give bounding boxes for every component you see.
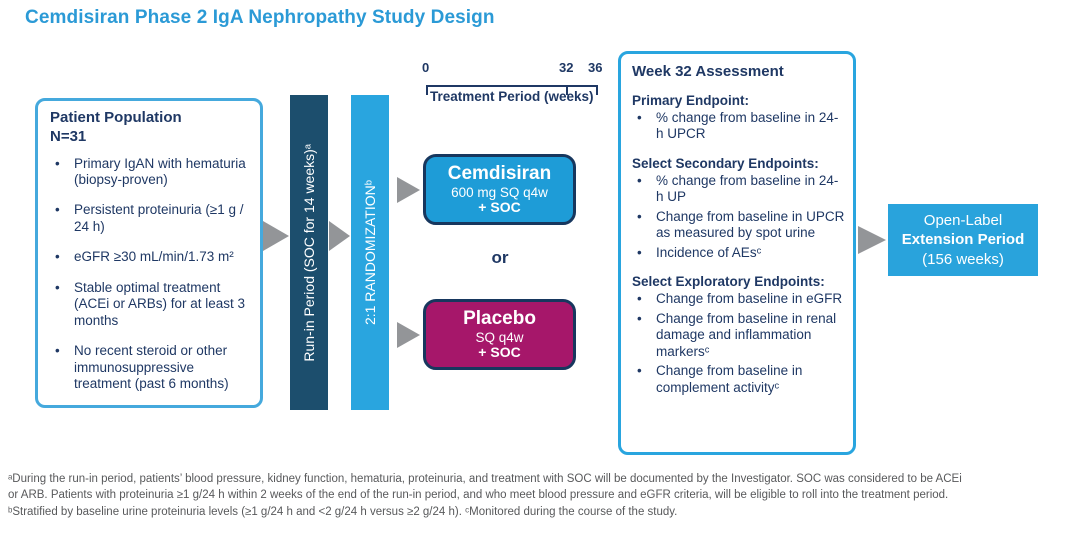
open-label-extension-box	[888, 204, 1038, 276]
placebo-arm-name: Placebo	[463, 308, 536, 330]
endpoint-item: • % change from baseline in 24-h UP	[632, 173, 845, 206]
endpoint-item: • Change from baseline in UPCR as measured by spot urine	[632, 209, 845, 242]
patient-criteria-list	[50, 156, 252, 393]
timeline-tick	[426, 85, 428, 95]
page-title: Cemdisiran Phase 2 IgA Nephropathy Study Design	[25, 7, 495, 28]
endpoint-item: • Incidence of AEsᶜ	[632, 245, 845, 261]
cemdisiran-arm-dose: 600 mg SQ q4w	[451, 184, 548, 200]
flow-arrow-icon	[858, 226, 886, 254]
patient-population-box	[35, 98, 263, 408]
placebo-arm-box	[423, 299, 576, 370]
timeline-label: Treatment Period (weeks)	[430, 89, 594, 104]
endpoint-item: • Change from baseline in eGFR	[632, 291, 845, 307]
flow-arrow-icon	[397, 322, 420, 348]
treatment-timeline	[420, 60, 610, 116]
randomization-bar	[351, 95, 389, 410]
flow-arrow-icon	[397, 177, 420, 203]
run-in-period-bar	[290, 95, 328, 410]
or-label: or	[491, 248, 509, 267]
week32-assessment-box	[618, 51, 856, 455]
timeline-axis	[426, 85, 598, 87]
patient-population-n: N=31	[50, 127, 87, 145]
footnotes	[8, 471, 1076, 520]
exploratory-endpoints-heading: Select Exploratory Endpoints:	[632, 274, 825, 290]
flow-arrow-icon	[263, 221, 289, 251]
endpoint-item: • Change from baseline in complement activityᶜ	[632, 363, 845, 396]
primary-endpoint-heading: Primary Endpoint:	[632, 93, 750, 108]
patient-criteria-item: • Primary IgAN with hematuria (biopsy-proven)	[50, 156, 252, 189]
week32-title: Week 32 Assessment	[632, 63, 784, 80]
patient-criteria-item: • Persistent proteinuria (≥1 g / 24 h)	[50, 202, 252, 235]
placebo-arm-dose: SQ q4w	[475, 329, 524, 345]
placebo-arm-soc: + SOC	[478, 343, 521, 360]
footnote-line: ᵃDuring the run-in period, patients’ blood pressure, kidney function, hematuria, proteinuria, and treatment with SOC will be documented by the Investigator. SOC was considered to be ACEi	[8, 473, 962, 485]
secondary-endpoints-section	[632, 156, 845, 261]
patient-criteria-item: • Stable optimal treatment (ACEi or ARBs) for at least 3 months	[50, 280, 252, 329]
timeline-tick-label-0: 0	[422, 60, 430, 75]
timeline-tick-label-32: 32	[559, 60, 574, 75]
patient-population-heading-line1: Patient Population	[50, 109, 182, 126]
patient-criteria-item: • No recent steroid or other immunosuppressive treatment (past 6 months)	[50, 343, 252, 392]
patient-population-heading	[50, 109, 252, 147]
footnote-line: or ARB. Patients with proteinuria ≥1 g/24 h within 2 weeks of the end of the run-in period, and who meet blood pressure and eGFR criteria, will be eligible to roll into the treatment period.	[8, 489, 949, 502]
endpoint-item: • Change from baseline in renal damage and inflammation markersᶜ	[632, 311, 845, 360]
cemdisiran-arm-box	[423, 154, 576, 225]
exploratory-endpoints-section	[632, 274, 845, 396]
primary-endpoint-section	[632, 93, 845, 143]
patient-criteria-item: • eGFR ≥30 mL/min/1.73 m²	[50, 249, 252, 265]
open-label-line1: Open-Label	[923, 211, 1003, 229]
run-in-period-label: Run-in Period (SOC for 14 weeks)ᵃ	[301, 143, 317, 362]
cemdisiran-arm-name: Cemdisiran	[447, 163, 552, 185]
open-label-line2: Extension Period	[901, 231, 1025, 249]
endpoint-item: • % change from baseline in 24-h UPCR	[632, 110, 845, 143]
cemdisiran-arm-soc: + SOC	[478, 198, 521, 215]
footnote-line: ᵇStratified by baseline urine proteinuria levels (≥1 g/24 h and <2 g/24 h versus ≥2 g/24 h). ᶜMonitored during the course of the study.	[8, 505, 678, 518]
timeline-tick-label-36: 36	[588, 60, 603, 75]
open-label-line3: (156 weeks)	[922, 250, 1004, 268]
flow-arrow-icon	[329, 221, 350, 251]
randomization-label: 2:1 RANDOMIZATIONᵇ	[362, 179, 378, 326]
secondary-endpoints-heading: Select Secondary Endpoints:	[632, 155, 819, 171]
